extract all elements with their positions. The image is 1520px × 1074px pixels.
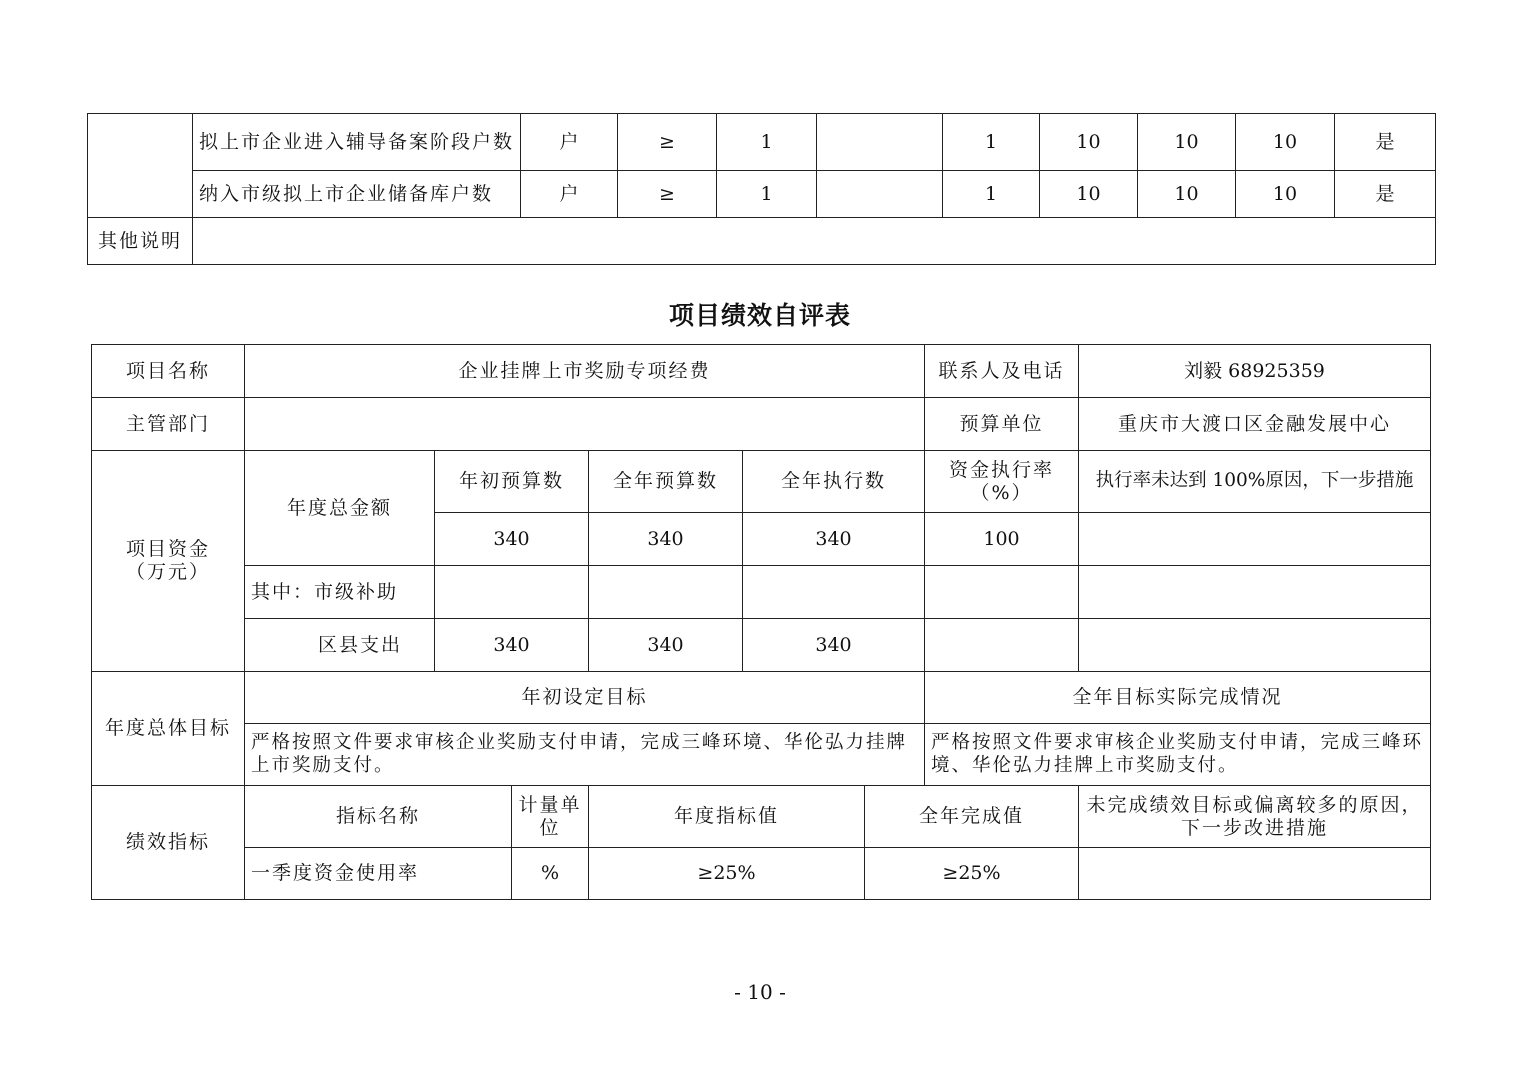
table-row [88, 218, 1436, 265]
score-cell: 10 [1236, 114, 1335, 171]
city-full [589, 566, 743, 619]
col-exec-rate-line2: （%） [970, 481, 1033, 504]
city-reason [1079, 566, 1431, 619]
operator-cell: ≥ [618, 114, 717, 171]
col-reason: 执行率未达到 100%原因，下一步措施 [1079, 451, 1431, 513]
district-exec: 340 [743, 619, 925, 672]
dept-value [245, 398, 925, 451]
blank-cell [817, 171, 943, 218]
table-row [92, 619, 1431, 672]
city-initial [435, 566, 589, 619]
annual-total-label: 年度总金额 [245, 451, 435, 566]
other-notes-value [193, 218, 1436, 265]
district-full: 340 [589, 619, 743, 672]
total-exec: 340 [743, 513, 925, 566]
annual-goal-label: 年度总体目标 [92, 672, 245, 786]
total-reason [1079, 513, 1431, 566]
blank-cell [817, 114, 943, 171]
goal-done-text: 严格按照文件要求审核企业奖励支付申请，完成三峰环境、华伦弘力挂牌上市奖励支付。 [925, 724, 1431, 786]
table-row [92, 724, 1431, 786]
table-row [92, 398, 1431, 451]
contact-value: 刘毅 68925359 [1079, 345, 1431, 398]
page-title: 项目绩效自评表 [668, 301, 851, 330]
score-cell: 10 [1138, 171, 1236, 218]
goal-set-text: 严格按照文件要求审核企业奖励支付申请，完成三峰环境、华伦弘力挂牌上市奖励支付。 [245, 724, 925, 786]
operator-cell: ≥ [618, 171, 717, 218]
other-notes-label: 其他说明 [88, 218, 193, 265]
target-cell: 1 [717, 171, 817, 218]
performance-evaluation-table [91, 344, 1431, 900]
district-initial: 340 [435, 619, 589, 672]
district-rate [925, 619, 1079, 672]
table-row [92, 786, 1431, 848]
perf-indicator-label: 绩效指标 [92, 786, 245, 900]
indicator-name: 拟上市企业进入辅导备案阶段户数 [193, 114, 521, 171]
table-row [92, 848, 1431, 900]
budget-unit-label: 预算单位 [925, 398, 1079, 451]
total-full: 340 [589, 513, 743, 566]
completed-cell: 是 [1335, 171, 1436, 218]
perf-row-reason [1079, 848, 1431, 900]
table-row [92, 672, 1431, 724]
district-label: 区县支出 [245, 619, 435, 672]
perf-col-name: 指标名称 [245, 786, 512, 848]
table-row [88, 171, 1436, 218]
unit-cell: 户 [521, 171, 618, 218]
total-rate: 100 [925, 513, 1079, 566]
dept-label: 主管部门 [92, 398, 245, 451]
project-name-label: 项目名称 [92, 345, 245, 398]
city-subsidy-label: 其中：市级补助 [245, 566, 435, 619]
indicator-name: 纳入市级拟上市企业储备库户数 [193, 171, 521, 218]
funds-label-line1: 项目资金 [125, 538, 210, 561]
table-row [92, 566, 1431, 619]
perf-row-done: ≥25% [865, 848, 1079, 900]
perf-col-reason-line1: 未完成绩效目标或偏离较多的原因， [1086, 793, 1423, 816]
indicator-table-continued [87, 113, 1436, 265]
funds-label-line2: （万元） [125, 561, 210, 583]
goal-set-header: 年初设定目标 [245, 672, 925, 724]
unit-cell: 户 [521, 114, 618, 171]
target-cell: 1 [717, 114, 817, 171]
perf-row-name: 一季度资金使用率 [245, 848, 512, 900]
score-cell: 10 [1040, 114, 1138, 171]
table-row [92, 451, 1431, 513]
goal-done-header: 全年目标实际完成情况 [925, 672, 1431, 724]
district-reason [1079, 619, 1431, 672]
col-exec-rate [925, 451, 1079, 513]
actual-cell: 1 [943, 171, 1040, 218]
page-number: - 10 - [734, 980, 786, 1004]
city-rate [925, 566, 1079, 619]
project-name-value: 企业挂牌上市奖励专项经费 [245, 345, 925, 398]
city-exec [743, 566, 925, 619]
perf-col-reason-line2: 下一步改进措施 [1180, 816, 1328, 839]
perf-col-unit: 计量单位 [512, 786, 589, 848]
score-cell: 10 [1138, 114, 1236, 171]
perf-col-done: 全年完成值 [865, 786, 1079, 848]
col-executed: 全年执行数 [743, 451, 925, 513]
perf-col-reason [1079, 786, 1431, 848]
table-row [92, 345, 1431, 398]
score-cell: 10 [1040, 171, 1138, 218]
perf-col-target: 年度指标值 [589, 786, 865, 848]
funds-label [92, 451, 245, 672]
col-initial-budget: 年初预算数 [435, 451, 589, 513]
total-initial: 340 [435, 513, 589, 566]
col-full-budget: 全年预算数 [589, 451, 743, 513]
col-exec-rate-line1: 资金执行率 [948, 458, 1054, 481]
perf-row-target: ≥25% [589, 848, 865, 900]
perf-row-unit: % [512, 848, 589, 900]
table-row [88, 114, 1436, 171]
contact-label: 联系人及电话 [925, 345, 1079, 398]
score-cell: 10 [1236, 171, 1335, 218]
completed-cell: 是 [1335, 114, 1436, 171]
budget-unit-value: 重庆市大渡口区金融发展中心 [1079, 398, 1431, 451]
category-cell [88, 114, 193, 218]
actual-cell: 1 [943, 114, 1040, 171]
